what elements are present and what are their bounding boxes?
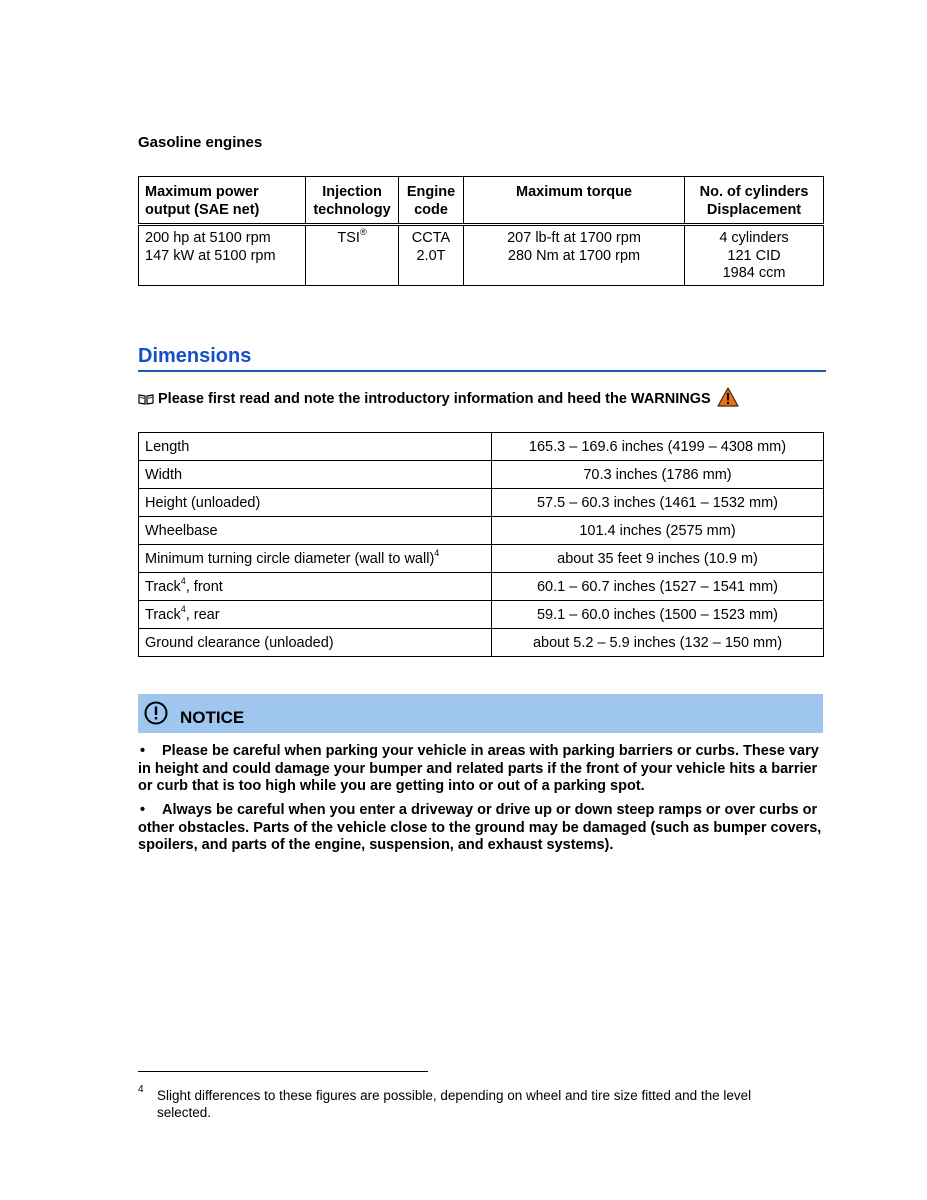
note-text: Please first read and note the introductory information and heed the WARNINGS [158,391,711,407]
injection-value: TSI [337,230,360,246]
dimension-value: 59.1 – 60.0 inches (1500 – 1523 mm) [492,601,824,629]
header-line: technology [313,201,391,218]
dimension-label [139,461,492,489]
dimension-row [139,573,824,601]
cell-line: CCTA [411,230,451,246]
dimension-label-suffix: , rear [185,606,220,623]
notice-item [138,802,828,855]
read-warnings-note [138,389,739,409]
cell-engine-code [399,225,464,286]
dimension-value: 70.3 inches (1786 mm) [492,461,824,489]
dimension-label-text: Length [145,438,190,455]
dimensions-table [138,432,824,657]
footnote-separator [138,1071,428,1072]
notice-title: NOTICE [180,707,245,727]
header-line: code [414,201,448,218]
dimension-row [139,461,824,489]
cell-cylinders [685,225,824,286]
dimension-label [139,489,492,517]
dimension-value: 165.3 – 169.6 inches (4199 – 4308 mm) [492,433,824,461]
cell-line: 207 lb-ft at 1700 rpm [507,230,641,246]
dimension-label-text: Width [145,466,183,483]
dimension-value: 60.1 – 60.7 inches (1527 – 1541 mm) [492,573,824,601]
dimensions-heading: Dimensions [138,345,826,372]
header-line: Maximum power [145,184,259,200]
cell-injection [306,225,399,286]
dimension-label [139,601,492,629]
dimension-value: about 35 feet 9 inches (10.9 m) [492,545,824,573]
notice-item-text: Please be careful when parking your vehicle in areas with parking barriers or curbs. These vary in height and could damage your bumper and related parts if the front of your vehicle hits a barrier or curb that is too high while you are getting into or out of a parking spot. [138,743,819,794]
engine-table-header-row [139,177,824,225]
notice-item-text: Always be careful when you enter a driveway or drive up or down steep ramps or over curbs or other obstacles. Parts of the vehicle close to the ground may be damaged (such as bumper covers, spoilers, and parts of the engine, suspension, and exhaust systems). [138,802,822,853]
dimension-label-text: Minimum turning circle diameter (wall to wall) [145,550,435,567]
dimension-label [139,517,492,545]
dimension-row [139,629,824,657]
header-line: Maximum torque [515,184,632,200]
cell-line: 1984 ccm [722,265,786,281]
dimension-label-text: Height (unloaded) [145,494,261,511]
dimension-label [139,545,492,573]
dimension-row [139,545,824,573]
cell-line: 4 cylinders [719,230,789,246]
engine-section-heading: Gasoline engines [138,134,263,151]
notice-exclamation-icon [144,701,168,725]
header-line: No. of cylinders [699,184,809,200]
dimension-label-text: Ground clearance (unloaded) [145,634,334,651]
footnote-number: 4 [138,1084,144,1095]
warning-triangle-icon [717,387,739,407]
bullet: • [140,802,146,818]
dimension-label [139,629,492,657]
dimension-label-text: Track [145,578,181,595]
dimension-row [139,517,824,545]
engine-specs-table [138,176,824,286]
bullet: • [140,743,146,759]
cell-line: 200 hp at 5100 rpm [145,230,271,246]
dimension-row [139,601,824,629]
header-line: Displacement [706,201,802,218]
dimension-value: about 5.2 – 5.9 inches (132 – 150 mm) [492,629,824,657]
dimension-value: 57.5 – 60.3 inches (1461 – 1532 mm) [492,489,824,517]
header-max-power [139,177,306,225]
dimension-row [139,489,824,517]
header-cylinders [685,177,824,225]
dimension-label-suffix: , front [185,578,223,595]
dimension-label [139,573,492,601]
footnote-text: Slight differences to these figures are possible, depending on wheel and tire size fitted and the level selected. [157,1088,752,1120]
header-line: output (SAE net) [145,201,260,218]
book-icon [138,393,154,405]
dimension-value: 101.4 inches (2575 mm) [492,517,824,545]
header-max-torque [464,177,685,225]
footnote-reference: 4 [434,547,440,558]
notice-banner [138,694,823,733]
footnote-reference: 4 [180,575,186,586]
header-line: Injection [322,184,382,200]
engine-table-row [139,225,824,286]
header-engine-code [399,177,464,225]
dimension-label-text: Track [145,606,181,623]
cell-power [139,225,306,286]
notice-item [138,743,828,796]
cell-line: 2.0T [416,247,446,264]
header-injection [306,177,399,225]
dimension-label-text: Wheelbase [145,522,218,539]
cell-torque [464,225,685,286]
dimension-label [139,433,492,461]
registered-mark: ® [359,227,367,238]
dimension-row [139,433,824,461]
cell-line: 121 CID [727,247,781,264]
header-line: Engine [406,184,456,200]
footnote-reference: 4 [180,603,186,614]
cell-line: 147 kW at 5100 rpm [145,247,276,264]
cell-line: 280 Nm at 1700 rpm [507,247,641,264]
